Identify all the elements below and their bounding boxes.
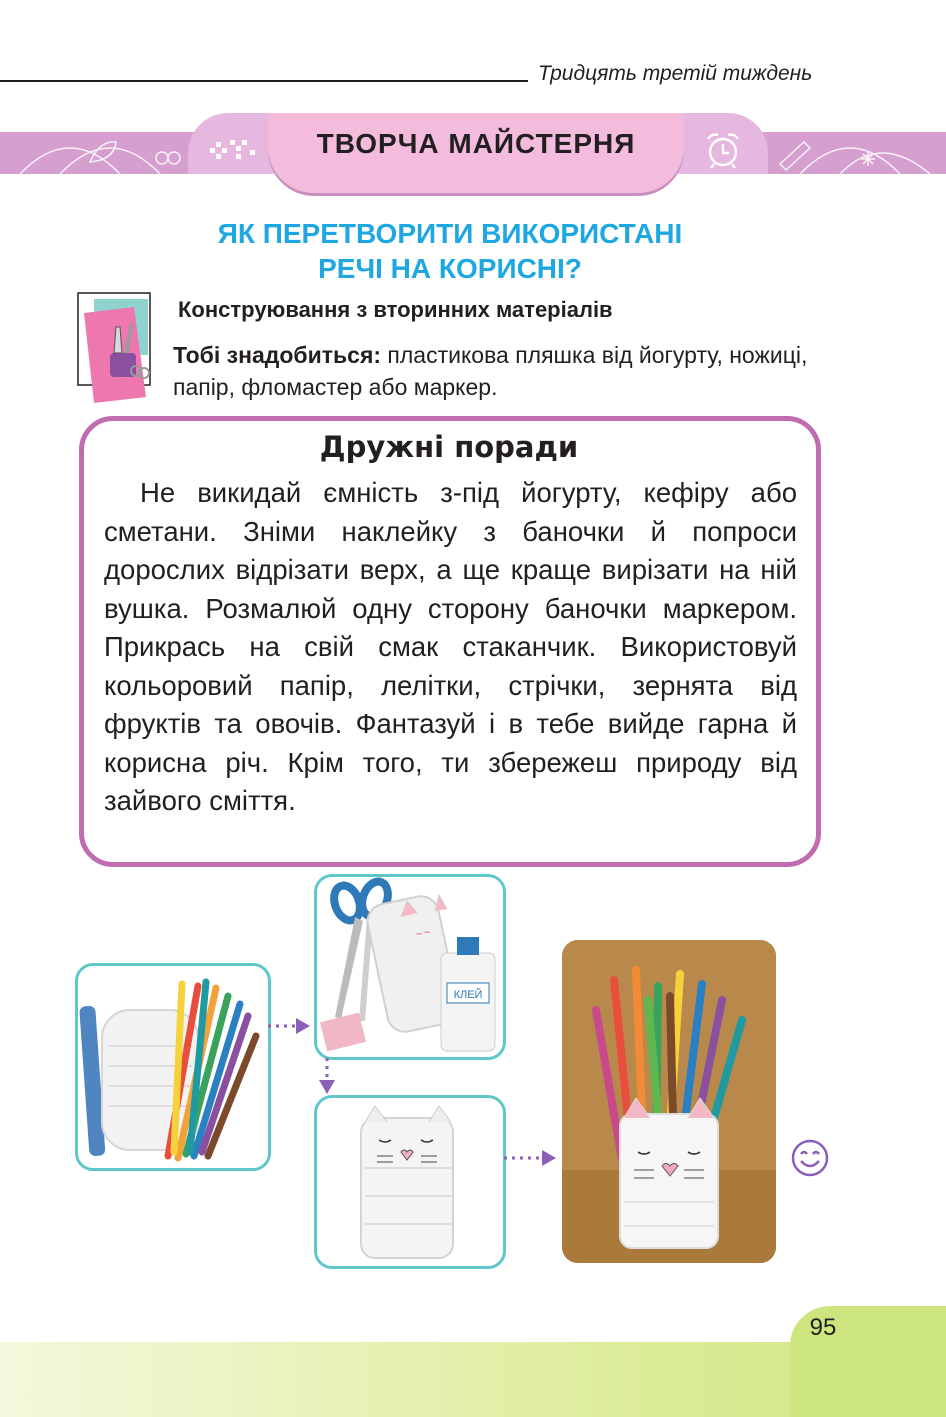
- photo-final-result: [562, 940, 776, 1263]
- lesson-heading-line2: РЕЧІ НА КОРИСНІ?: [318, 253, 582, 284]
- glue-label: КЛЕЙ: [453, 989, 483, 1001]
- header-rule: [0, 80, 528, 82]
- materials-label: Тобі знадобиться:: [173, 342, 382, 368]
- photo-step-3: [314, 1095, 506, 1269]
- scissors-glue-image: [317, 877, 503, 1057]
- arrow-step2-to-step3: [317, 1056, 337, 1096]
- tips-text: Не викидай ємність з-під йогурту, кефіру або сметани. Зніми наклейку з баночки й попроси дорослих відрізати верх, а ще краще вирізати на ній вушка. Розмалюй одну сторону баночки маркером. Прикрась на свій смак стаканчик. Використовуй кольоровий папір, лелітки, стрічки, зернята від фруктів та овочів. Фантазуй і в тебе вийде гарна й корисна річ. Крім того, ти збережеш природу від зайвого сміття.: [104, 477, 797, 816]
- pixel-flower-icon: [206, 136, 262, 168]
- art-materials-icon: [74, 289, 170, 407]
- page-number: 95: [809, 1314, 837, 1341]
- pencil-icon: [780, 142, 810, 170]
- lesson-heading-line1: ЯК ПЕРЕТВОРИТИ ВИКОРИСТАНІ: [217, 218, 683, 249]
- finished-pencil-holder-image: [562, 940, 776, 1263]
- photo-step-2: [314, 874, 506, 1060]
- arrow-step3-to-final: [502, 1148, 560, 1168]
- week-title: Тридцять третій тиждень: [538, 62, 813, 85]
- photo-step-1: [75, 963, 271, 1171]
- decorated-bottle-image: [317, 1098, 503, 1266]
- scissors-icon: [156, 152, 168, 164]
- section-title: ТВОРЧА МАЙСТЕРНЯ: [316, 128, 636, 159]
- lesson-subheading: Конструювання з вторинних матеріалів: [178, 297, 613, 322]
- snowflake-icon: [861, 152, 875, 166]
- lesson-heading: [150, 216, 750, 286]
- tips-title: Дружні поради: [319, 430, 579, 464]
- arrow-step1-to-step2: [266, 1016, 314, 1036]
- pencils-and-bottle-image: [78, 966, 268, 1168]
- materials-text: пластикова пляшка від йогурту, ножиці, папір, фломастер або маркер.: [173, 342, 808, 400]
- leaf-icon: [90, 142, 116, 162]
- alarm-clock-icon: [700, 130, 746, 170]
- smiley-icon: [790, 1138, 830, 1178]
- materials-needed: [173, 339, 833, 403]
